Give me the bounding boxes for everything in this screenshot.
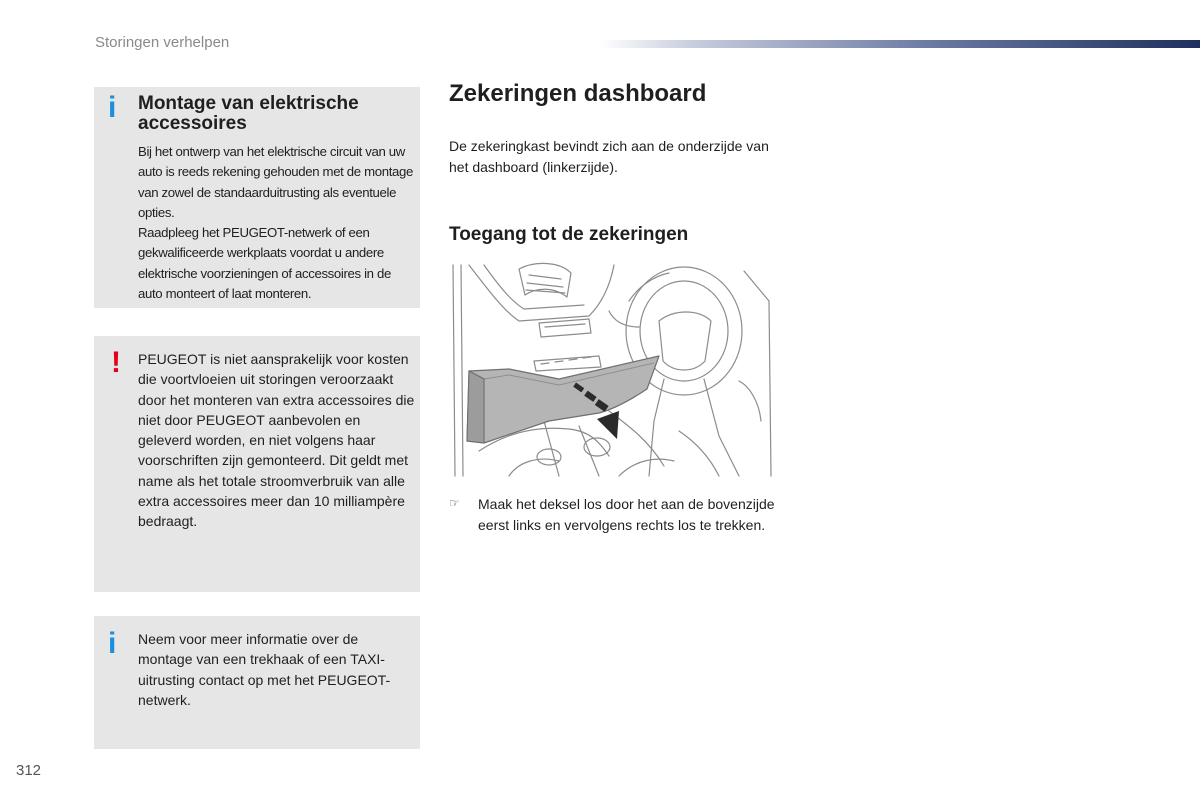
info-box-electrical-accessories — [94, 87, 420, 308]
page-number: 312 — [16, 762, 42, 779]
info-box-title: Montage van elektrische accessoires — [138, 93, 359, 134]
page-heading: Zekeringen dashboard — [449, 80, 707, 107]
header-gradient-bar — [600, 40, 1200, 48]
info-box-towbar — [94, 616, 420, 749]
intro-paragraph: De zekeringkast bevindt zich aan de onderzijde van het dashboard (linkerzijde). — [449, 138, 769, 175]
info-box-body — [138, 142, 416, 304]
info-box-paragraph: Raadpleeg het PEUGEOT-netwerk of een gekwalificeerde werkplaats voordat u andere elektrische voorzieningen of accessoires in de auto monteert of laat monteren. — [138, 225, 391, 302]
warning-box-text: PEUGEOT is niet aansprakelijk voor kosten die voortvloeien uit storingen veroorzaakt door het monteren van extra accessoires die niet door PEUGEOT aanbevolen en geleverd worden, en niet volgens haar voorschriften zijn gemonteerd. Dit geldt met name als het totale stroomverbruik van alle extra accessoires meer dan 10 milliampère bedraagt. — [138, 351, 415, 530]
dashboard-fuse-cover-illustration — [449, 261, 774, 482]
info-icon: i — [108, 627, 117, 660]
pointing-hand-icon: ☞ — [449, 496, 460, 510]
instruction-text: Maak het deksel los door het aan de bovenzijde eerst links en vervolgens rechts los te trekken. — [478, 496, 775, 533]
warning-icon: ! — [111, 346, 121, 379]
subheading: Toegang tot de zekeringen — [449, 224, 689, 245]
warning-box — [94, 336, 420, 592]
info-box-text: Neem voor meer informatie over de montage van een trekhaak of een TAXI-uitrusting contact op met het PEUGEOT-netwerk. — [138, 631, 391, 708]
info-box-paragraph: Bij het ontwerp van het elektrische circuit van uw auto is reeds rekening gehouden met de montage van zowel de standaarduitrusting als eventuele opties. — [138, 144, 413, 220]
section-label: Storingen verhelpen — [95, 34, 230, 51]
info-icon: i — [108, 91, 117, 124]
